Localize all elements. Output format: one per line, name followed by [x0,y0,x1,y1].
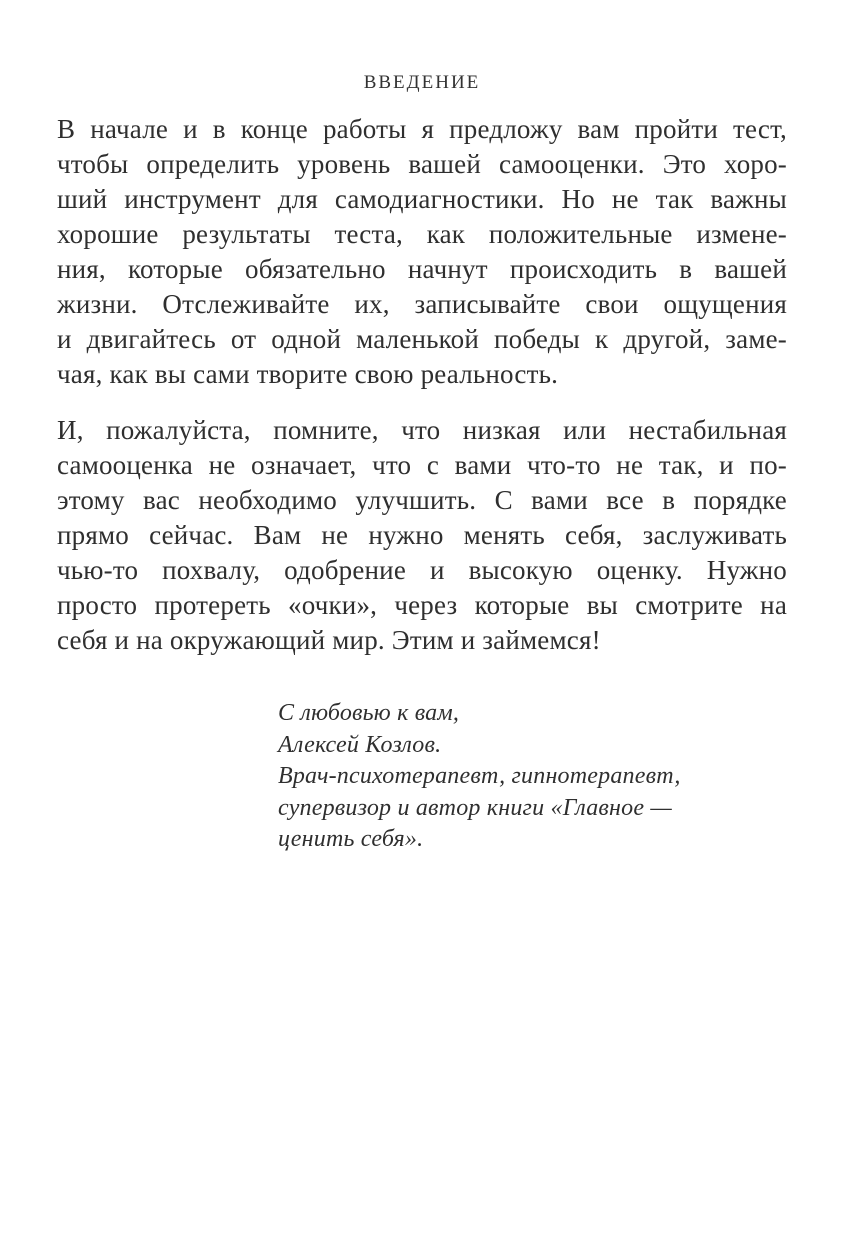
paragraph-1 [57,112,787,392]
page-content [57,112,787,856]
signature-line: С любовью к вам, [278,700,460,726]
text-line: просто протереть «очки», через которые вы смотрите на [57,590,787,620]
text-line: самооценка не означает, что с вами что-то не так, и по- [57,450,787,480]
text-line: ния, которые обязательно начнут происходить в вашей [57,254,787,284]
chapter-heading: ВВЕДЕНИЕ [363,72,481,93]
text-line: чтобы определить уровень вашей самооценки. Это хоро- [57,149,787,179]
text-line: этому вас необходимо улучшить. С вами все в порядке [57,485,787,515]
signature-line: Врач-психотерапевт, гипнотерапевт, [278,763,681,789]
text-line: себя и на окружающий мир. Этим и займемся! [57,625,601,655]
paragraph-2 [57,413,787,658]
signature-block [278,698,787,856]
text-line: В начале и в конце работы я предложу вам пройти тест, [57,114,787,144]
text-line: и двигайтесь от одной маленькой победы к другой, заме- [57,324,787,354]
text-line: чью-то похвалу, одобрение и высокую оценку. Нужно [57,555,787,585]
signature-line: супервизор и автор книги «Главное — [278,794,672,821]
text-line: прямо сейчас. Вам не нужно менять себя, заслуживать [57,520,787,550]
text-line: хорошие результаты теста, как положительные измене- [57,219,787,249]
text-line: жизни. Отслеживайте их, записывайте свои ощущения [57,289,787,319]
text-line: И, пожалуйста, помните, что низкая или нестабильная [57,415,787,445]
signature-line: ценить себя». [278,826,424,852]
text-line: ший инструмент для самодиагностики. Но не так важны [57,184,787,214]
text-line: чая, как вы сами творите свою реальность. [57,359,559,389]
signature-line: Алексей Козлов. [278,731,442,758]
